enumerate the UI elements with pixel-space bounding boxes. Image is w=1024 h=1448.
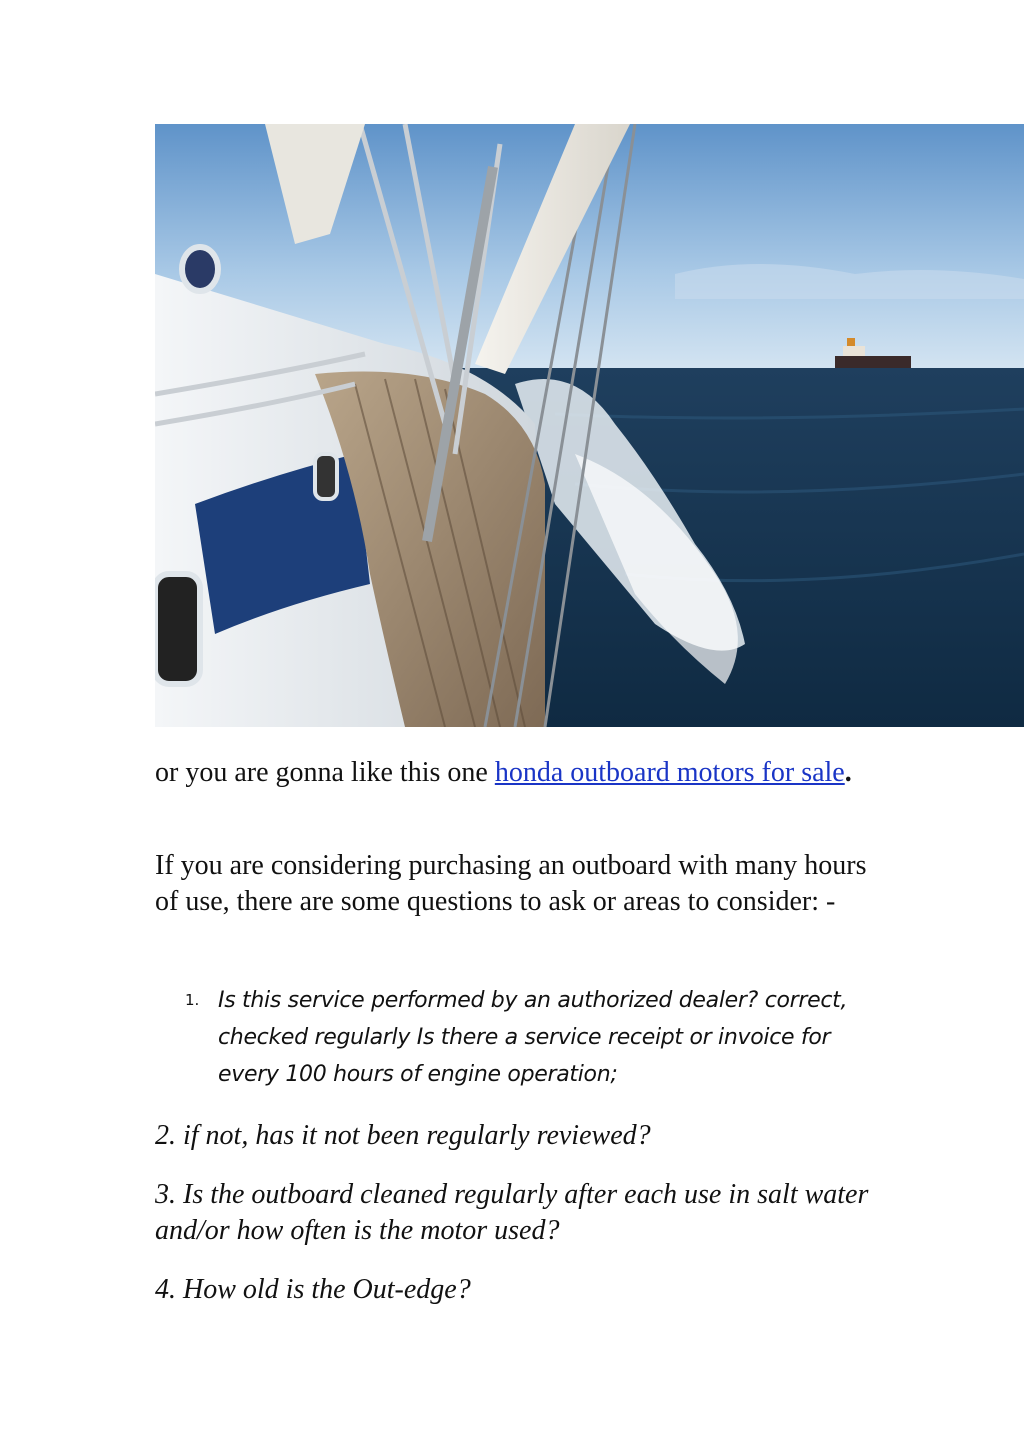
intro-period: . [844,757,852,788]
question-list [185,982,885,1093]
intro-paragraph [155,755,885,791]
question-3: 3. Is the outboard cleaned regularly after each use in salt water and/or how often is the motor used? [155,1179,869,1246]
list-number: 1. [185,991,200,1009]
list-item-text: Is this service performed by an authorized dealer? correct, checked regularly Is there a service receipt or invoice for every 100 hours of engine operation; [218,988,848,1087]
intro-text: or you are gonna like this one [155,757,495,788]
question-4: 4. How old is the Out-edge? [155,1274,471,1305]
body-paragraph: If you are considering purchasing an outboard with many hours of use, there are some questions to ask or areas to consider: - [155,850,867,917]
honda-outboard-link[interactable]: honda outboard motors for sale [494,757,845,788]
list-item [185,982,885,1093]
question-2: 2. if not, has it not been regularly reviewed? [155,1120,651,1151]
sailboat-photo [155,124,1024,727]
